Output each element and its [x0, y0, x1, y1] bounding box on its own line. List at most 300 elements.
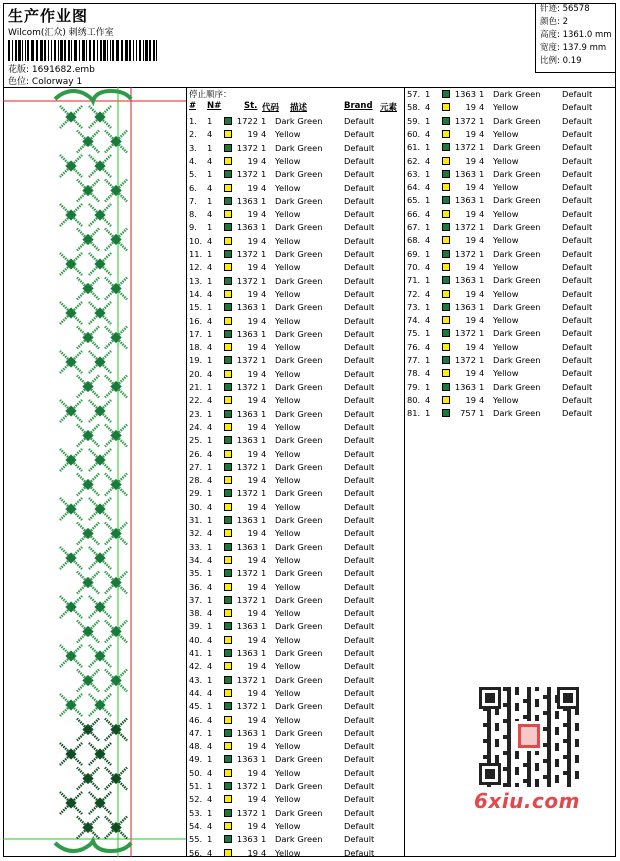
needle-number: 1: [425, 275, 431, 286]
color-swatch: [224, 197, 232, 205]
needle-number: 4: [207, 767, 213, 778]
header: [3, 3, 616, 88]
thread-brand: Default: [344, 155, 375, 166]
stitch-count: 1372: [236, 568, 258, 579]
row-number: 26.: [189, 448, 203, 459]
cross-motif: [60, 351, 82, 373]
row-number: 37.: [189, 594, 203, 605]
needle-number: 1: [207, 116, 213, 126]
stop-row: [187, 554, 405, 567]
stitch-count: 1363: [236, 515, 258, 525]
design-file: 1691682.emb: [31, 65, 95, 75]
color-description: Yellow: [275, 342, 301, 353]
color-description: Yellow: [493, 208, 519, 219]
color-code: 4: [479, 394, 485, 405]
needle-number: 1: [425, 355, 431, 365]
cross-motif: [105, 327, 127, 349]
color-swatch: [224, 569, 232, 577]
barcode-bar: [54, 40, 56, 61]
needle-number: 4: [207, 634, 213, 645]
thread-brand: Default: [344, 834, 375, 845]
stitch-count: 19: [247, 554, 258, 565]
needle-number: 1: [207, 648, 213, 658]
color-swatch: [224, 463, 232, 471]
color-code: 4: [479, 341, 485, 352]
row-number: 65.: [407, 195, 421, 206]
stats-panel: [535, 3, 616, 73]
stop-row: [405, 221, 620, 234]
needle-number: 4: [207, 687, 213, 698]
stop-row: [187, 541, 405, 554]
needle-number: 4: [207, 395, 213, 406]
barcode-bar: [116, 40, 119, 61]
color-code: 4: [261, 209, 267, 220]
thread-brand: Default: [344, 169, 375, 180]
color-code: 4: [261, 368, 267, 379]
color-code: 1: [479, 381, 485, 392]
barcode: [8, 40, 160, 61]
barcode-bar: [15, 40, 17, 61]
color-swatch: [442, 210, 450, 218]
stitch-count: 1372: [454, 142, 476, 153]
color-description: Yellow: [275, 820, 301, 831]
needle-number: 4: [425, 394, 431, 405]
stop-row: [405, 394, 620, 407]
color-code: 4: [479, 235, 485, 246]
color-code: 4: [261, 448, 267, 459]
color-code: 4: [261, 634, 267, 645]
color-swatch: [224, 849, 232, 857]
color-code: 1: [479, 142, 485, 153]
cross-motif: [105, 768, 127, 790]
thread-brand: Default: [562, 261, 593, 272]
color-swatch: [224, 263, 232, 271]
needle-number: 4: [425, 102, 431, 113]
color-swatch: [224, 237, 232, 245]
thread-brand: Default: [344, 355, 375, 366]
stop-row: [405, 288, 620, 301]
thread-brand: Default: [344, 714, 375, 725]
stop-row: [187, 687, 405, 700]
cross-motif: [89, 596, 111, 618]
color-swatch: [224, 543, 232, 551]
cross-motif: [105, 670, 127, 692]
color-code: 4: [261, 661, 267, 672]
barcode-bar: [79, 40, 80, 61]
thread-brand: Default: [562, 222, 593, 232]
cross-motif: [77, 425, 99, 447]
cross-motif: [60, 155, 82, 177]
stop-row: [187, 820, 405, 833]
stop-row: [187, 368, 405, 381]
needle-number: 1: [425, 168, 431, 179]
needle-number: 1: [207, 461, 213, 472]
row-number: 38.: [189, 608, 203, 619]
needle-number: 1: [207, 355, 213, 366]
color-code: 4: [261, 847, 267, 858]
stitch-count: 19: [247, 182, 258, 193]
thread-brand: Default: [344, 142, 375, 153]
barcode-bar: [60, 40, 63, 61]
barcode-bar: [8, 40, 10, 61]
cross-motif: [89, 106, 111, 128]
color-swatch: [224, 370, 232, 378]
needle-number: 1: [207, 382, 213, 392]
barcode-bar: [112, 40, 114, 61]
needle-number: 4: [207, 182, 213, 193]
color-description: Yellow: [275, 129, 301, 140]
color-swatch: [442, 303, 450, 311]
color-code: 1: [479, 195, 485, 206]
color-swatch: [224, 130, 232, 138]
color-code: 1: [261, 648, 267, 658]
color-code: 1: [479, 275, 485, 286]
barcode-bar: [121, 40, 123, 61]
stitch-count: 1363: [454, 195, 476, 206]
stitch-count: 19: [247, 235, 258, 246]
stop-row: [187, 660, 405, 673]
thread-brand: Default: [344, 781, 375, 791]
stitch-count: 1372: [236, 807, 258, 818]
stitch-count: 1363: [236, 435, 258, 446]
stop-row: [405, 367, 620, 380]
color-swatch: [224, 290, 232, 298]
color-description: Dark Green: [275, 594, 323, 605]
stitch-count: 19: [247, 820, 258, 831]
color-code: 1: [479, 222, 485, 232]
row-number: 4.: [189, 155, 197, 166]
stat-row: [540, 42, 616, 55]
color-description: Yellow: [275, 581, 301, 592]
color-swatch: [442, 117, 450, 125]
row-number: 23.: [189, 408, 203, 419]
color-code: 1: [261, 116, 267, 126]
color-description: Dark Green: [493, 89, 541, 99]
watermark-site: 6xiu.com: [474, 789, 580, 813]
color-swatch: [442, 183, 450, 191]
needle-number: 1: [207, 834, 213, 845]
cross-motif: [77, 768, 99, 790]
stop-sequence-title: 停止顺序：: [189, 90, 232, 100]
stitch-count: 1722: [236, 116, 258, 126]
color-code: 1: [261, 169, 267, 180]
color-description: Dark Green: [493, 248, 541, 259]
needle-number: 4: [207, 315, 213, 326]
needle-number: 4: [207, 528, 213, 539]
color-code: 1: [261, 781, 267, 791]
stitch-count: 1363: [454, 168, 476, 179]
color-code: 1: [261, 701, 267, 712]
row-number: 75.: [407, 328, 421, 339]
color-code: 1: [261, 807, 267, 818]
color-description: Yellow: [275, 448, 301, 459]
needle-number: 4: [207, 209, 213, 220]
header-element: 元素: [380, 103, 398, 113]
stitch-count: 19: [247, 714, 258, 725]
color-description: Yellow: [275, 661, 301, 672]
color-description: Yellow: [275, 262, 301, 273]
color-description: Dark Green: [275, 249, 323, 259]
thread-brand: Default: [562, 89, 593, 99]
color-description: Dark Green: [493, 301, 541, 312]
row-number: 69.: [407, 248, 421, 259]
color-swatch: [224, 769, 232, 777]
stop-row: [405, 88, 620, 101]
color-description: Yellow: [493, 394, 519, 405]
stat-label: 颜色:: [540, 17, 563, 27]
stop-row: [187, 341, 405, 354]
stat-value: 2: [562, 17, 568, 27]
stop-row: [187, 487, 405, 500]
cross-motif: [105, 523, 127, 545]
color-swatch: [224, 356, 232, 364]
color-code: 4: [261, 475, 267, 486]
needle-number: 1: [425, 115, 431, 126]
stitch-count: 1363: [236, 222, 258, 233]
color-description: Yellow: [275, 475, 301, 486]
color-code: 1: [479, 168, 485, 179]
qr-code: [471, 681, 586, 793]
barcode-bar: [125, 40, 128, 61]
stop-row: [187, 461, 405, 474]
thread-brand: Default: [562, 115, 593, 126]
needle-number: 1: [207, 727, 213, 738]
color-swatch: [224, 277, 232, 285]
stitch-count: 1372: [454, 248, 476, 259]
color-swatch: [442, 276, 450, 284]
needle-number: 4: [207, 288, 213, 299]
needle-number: 4: [207, 421, 213, 432]
color-description: Dark Green: [493, 222, 541, 232]
color-description: Yellow: [275, 395, 301, 406]
color-swatch: [224, 716, 232, 724]
stop-row: [187, 208, 405, 221]
color-code: 1: [479, 328, 485, 339]
color-code: 1: [261, 834, 267, 845]
row-number: 20.: [189, 368, 203, 379]
needle-number: 1: [207, 249, 213, 259]
thread-brand: Default: [562, 394, 593, 405]
stitch-count: 19: [465, 394, 476, 405]
needle-number: 4: [425, 261, 431, 272]
stop-row: [187, 567, 405, 580]
thread-brand: Default: [344, 249, 375, 259]
cross-motif: [89, 204, 111, 226]
thread-brand: Default: [562, 355, 593, 365]
stop-row: [187, 581, 405, 594]
cross-motif: [77, 817, 99, 839]
color-code: 1: [479, 115, 485, 126]
thread-brand: Default: [344, 515, 375, 525]
needle-number: 1: [425, 301, 431, 312]
stat-value: 56578: [562, 4, 590, 14]
thread-brand: Default: [562, 142, 593, 153]
color-code: 1: [261, 515, 267, 525]
color-description: Yellow: [275, 794, 301, 805]
color-swatch: [224, 702, 232, 710]
thread-brand: Default: [344, 382, 375, 392]
color-swatch: [442, 396, 450, 404]
color-description: Yellow: [275, 315, 301, 326]
color-code: 4: [261, 767, 267, 778]
thread-brand: Default: [344, 488, 375, 499]
needle-number: 1: [207, 169, 213, 180]
row-number: 6.: [189, 182, 197, 193]
needle-number: 1: [207, 568, 213, 579]
stop-sequence-column-1: [187, 87, 405, 857]
stop-row: [405, 194, 620, 207]
color-swatch: [224, 529, 232, 537]
stop-row: [187, 620, 405, 633]
stitch-count: 19: [247, 342, 258, 353]
color-description: Dark Green: [275, 435, 323, 446]
color-swatch: [442, 170, 450, 178]
stitch-count: 757: [460, 408, 476, 419]
stop-row: [187, 727, 405, 740]
thread-brand: Default: [344, 661, 375, 672]
thread-brand: Default: [344, 328, 375, 339]
color-description: Dark Green: [275, 648, 323, 658]
top-scallop: [55, 91, 131, 101]
color-swatch: [224, 489, 232, 497]
row-number: 54.: [189, 820, 203, 831]
thread-brand: Default: [344, 501, 375, 512]
thread-brand: Default: [344, 368, 375, 379]
needle-number: 4: [207, 714, 213, 725]
stop-row: [405, 407, 620, 420]
cross-motif: [77, 670, 99, 692]
row-number: 60.: [407, 128, 421, 139]
stop-row: [405, 181, 620, 194]
barcode-bar: [31, 40, 34, 61]
color-code: 1: [479, 248, 485, 259]
color-code: 1: [261, 249, 267, 259]
cross-motif: [89, 400, 111, 422]
stop-row: [405, 314, 620, 327]
row-number: 35.: [189, 568, 203, 579]
color-description: Yellow: [275, 687, 301, 698]
needle-number: 4: [425, 368, 431, 379]
color-swatch: [442, 369, 450, 377]
color-swatch: [224, 676, 232, 684]
stop-row: [187, 833, 405, 846]
stop-row: [405, 381, 620, 394]
stitch-count: 19: [247, 315, 258, 326]
color-code: 4: [261, 741, 267, 752]
stitch-count: 1372: [236, 142, 258, 153]
stop-row: [187, 793, 405, 806]
row-number: 31.: [189, 515, 203, 525]
color-code: 4: [261, 687, 267, 698]
color-swatch: [442, 409, 450, 417]
stop-row: [187, 235, 405, 248]
color-description: Yellow: [275, 235, 301, 246]
color-description: Yellow: [275, 714, 301, 725]
color-swatch: [224, 649, 232, 657]
row-number: 9.: [189, 222, 197, 233]
row-number: 58.: [407, 102, 421, 113]
color-swatch: [442, 290, 450, 298]
stitch-count: 19: [465, 368, 476, 379]
needle-number: 1: [425, 408, 431, 419]
stop-row: [187, 448, 405, 461]
row-number: 30.: [189, 501, 203, 512]
color-description: Yellow: [275, 421, 301, 432]
color-swatch: [224, 330, 232, 338]
cross-motif: [60, 106, 82, 128]
barcode-bar: [100, 40, 102, 61]
color-code: 4: [479, 288, 485, 299]
color-description: Yellow: [275, 608, 301, 619]
stitch-count: 1372: [454, 328, 476, 339]
color-code: 4: [479, 261, 485, 272]
stitch-count: 19: [465, 155, 476, 166]
cross-motif: [60, 253, 82, 275]
color-swatch: [442, 236, 450, 244]
row-number: 47.: [189, 727, 203, 738]
needle-number: 1: [207, 435, 213, 446]
needle-number: 4: [425, 155, 431, 166]
needle-number: 4: [207, 581, 213, 592]
stop-row: [187, 780, 405, 793]
needle-number: 4: [425, 182, 431, 193]
stitch-count: 1372: [236, 701, 258, 712]
barcode-bar: [12, 40, 13, 61]
color-code: 4: [479, 182, 485, 193]
row-number: 46.: [189, 714, 203, 725]
stop-row: [187, 195, 405, 208]
stop-row: [405, 208, 620, 221]
row-number: 16.: [189, 315, 203, 326]
barcode-bar: [133, 40, 134, 61]
needle-number: 4: [207, 847, 213, 858]
stop-row: [187, 155, 405, 168]
color-description: Dark Green: [493, 142, 541, 153]
barcode-bar: [36, 40, 38, 61]
color-code: 1: [261, 382, 267, 392]
needle-number: 1: [207, 222, 213, 233]
needle-number: 1: [425, 195, 431, 206]
needle-number: 1: [207, 621, 213, 632]
stop-row: [187, 168, 405, 181]
color-code: 1: [261, 541, 267, 552]
needle-number: 4: [425, 208, 431, 219]
row-number: 67.: [407, 222, 421, 232]
color-description: Dark Green: [275, 328, 323, 339]
color-description: Dark Green: [493, 168, 541, 179]
stop-row: [187, 700, 405, 713]
thread-brand: Default: [344, 448, 375, 459]
row-number: 1.: [189, 116, 197, 126]
stitch-count: 1372: [454, 222, 476, 232]
header-desc: 描述: [290, 103, 308, 113]
stop-row: [405, 101, 620, 114]
row-number: 14.: [189, 288, 203, 299]
row-number: 79.: [407, 381, 421, 392]
barcode-bar: [93, 40, 95, 61]
color-swatch: [224, 210, 232, 218]
thread-brand: Default: [344, 421, 375, 432]
stop-row: [187, 408, 405, 421]
color-swatch: [442, 223, 450, 231]
barcode-bar: [110, 40, 111, 61]
barcode-bar: [44, 40, 46, 61]
color-description: Yellow: [275, 767, 301, 778]
needle-number: 4: [207, 820, 213, 831]
color-code: 4: [261, 421, 267, 432]
color-swatch: [224, 436, 232, 444]
needle-number: 4: [207, 129, 213, 140]
